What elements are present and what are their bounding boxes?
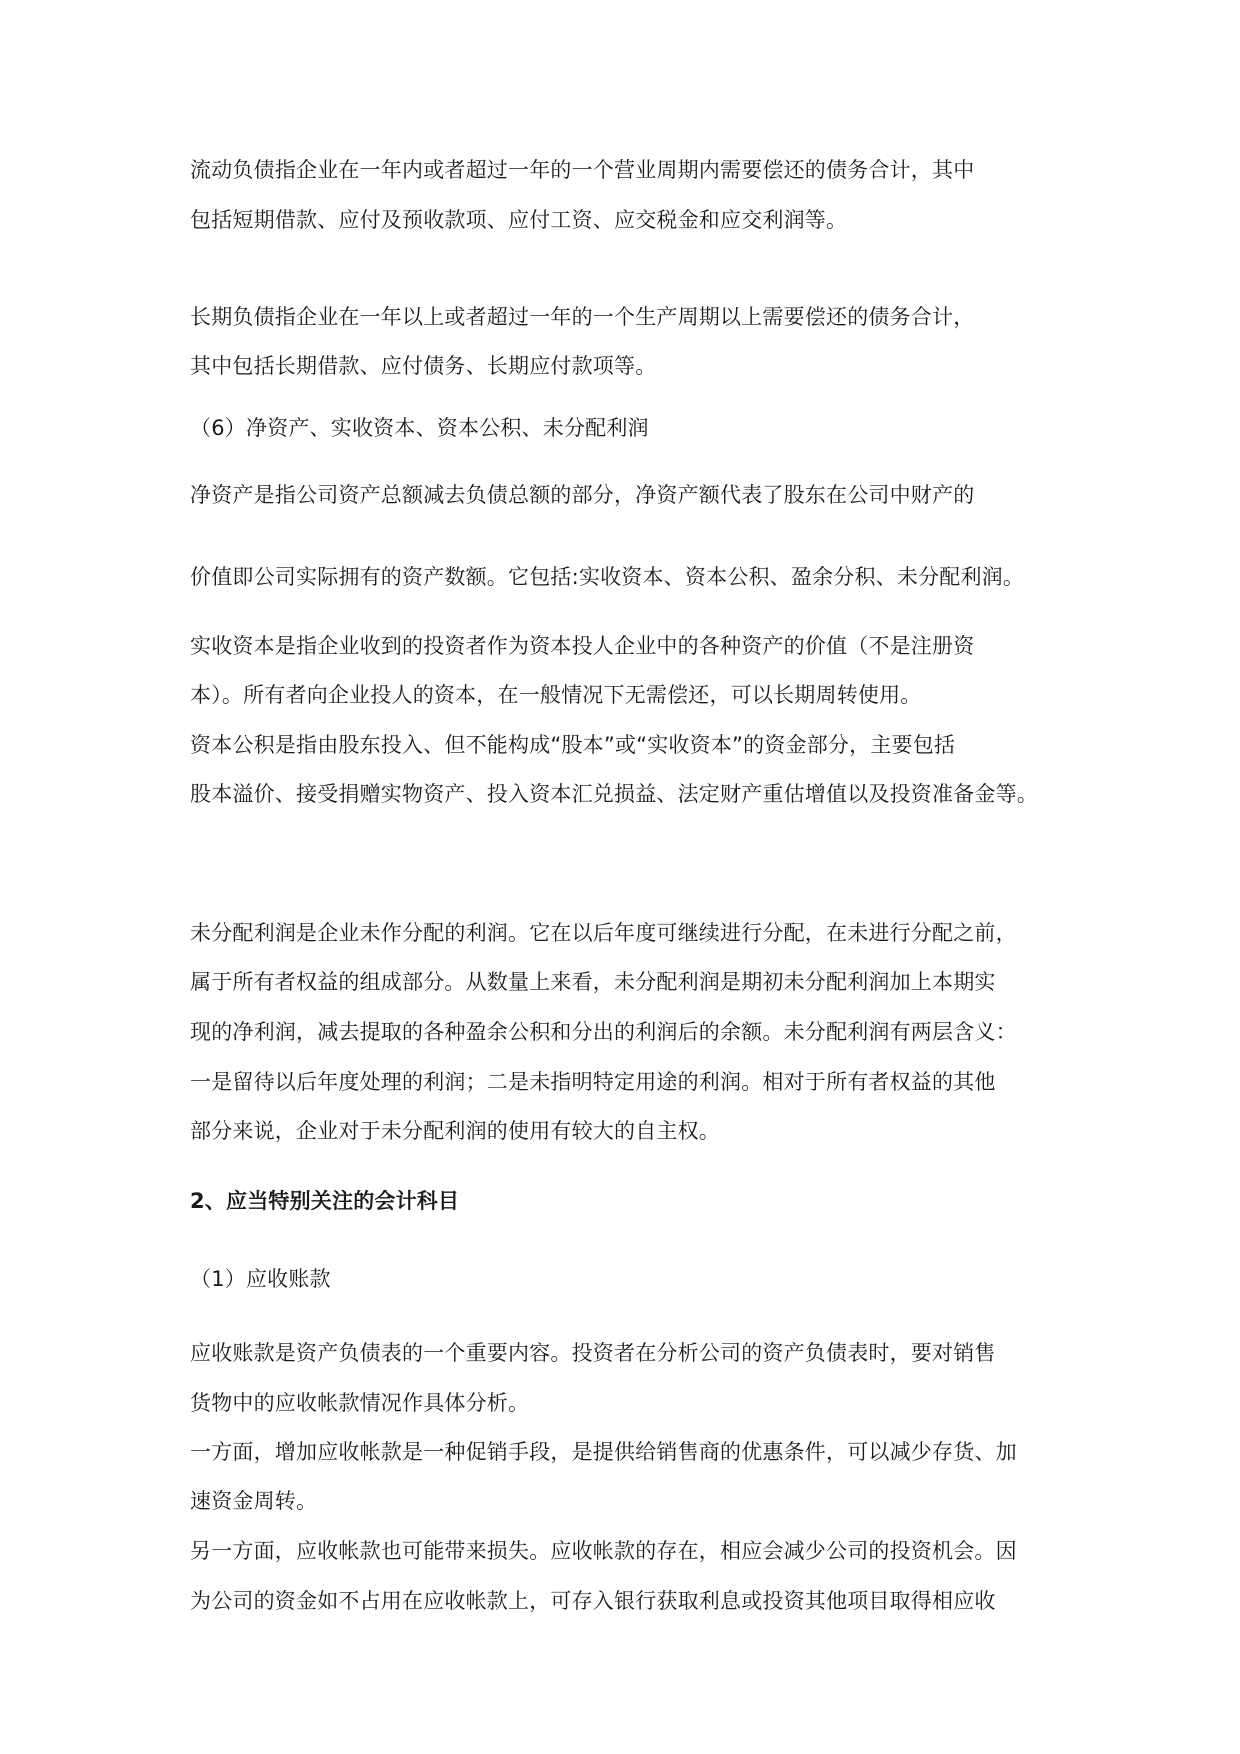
paragraph-line: 股本溢价、接受捐赠实物资产、投入资本汇兑损益、法定财产重估增值以及投资准备金等。 (190, 782, 1038, 806)
paragraph-line: 包括短期借款、应付及预收款项、应付工资、应交税金和应交利润等。 (190, 208, 848, 232)
paragraph-line: 一方面，增加应收帐款是一种促销手段，是提供给销售商的优惠条件，可以减少存货、加 (190, 1440, 1017, 1464)
paragraph-line: 长期负债指企业在一年以上或者超过一年的一个生产周期以上需要偿还的债务合计， (190, 305, 975, 329)
section-subheading: （1）应收账款 (190, 1267, 331, 1291)
paragraph-line: 应收账款是资产负债表的一个重要内容。投资者在分析公司的资产负债表时，要对销售 (190, 1341, 996, 1365)
paragraph-line: 实收资本是指企业收到的投资者作为资本投人企业中的各种资产的价值（不是注册资 (190, 634, 975, 658)
paragraph-line: 未分配利润是企业未作分配的利润。它在以后年度可继续进行分配，在未进行分配之前， (190, 921, 1017, 945)
paragraph-line: 资本公积是指由股东投入、但不能构成“股本”或“实收资本”的资金部分，主要包括 (190, 733, 956, 757)
paragraph-line: 其中包括长期借款、应付债务、长期应付款项等。 (190, 354, 657, 378)
paragraph-line: 属于所有者权益的组成部分。从数量上来看，未分配利润是期初未分配利润加上本期实 (190, 970, 996, 994)
paragraph-line: 部分来说，企业对于未分配利润的使用有较大的自主权。 (190, 1119, 720, 1143)
paragraph-line: 速资金周转。 (190, 1489, 318, 1513)
paragraph-line: 流动负债指企业在一年内或者超过一年的一个营业周期内需要偿还的债务合计，其中 (190, 158, 975, 182)
section-heading: 2、应当特别关注的会计科目 (190, 1189, 460, 1213)
paragraph-line: 净资产是指公司资产总额减去负债总额的部分，净资产额代表了股东在公司中财产的 (190, 483, 975, 507)
paragraph-line: 价值即公司实际拥有的资产数额。它包括:实收资本、资本公积、盈余分积、未分配利润。 (190, 565, 1025, 589)
paragraph-line: 现的净利润，减去提取的各种盈余公积和分出的利润后的余额。未分配利润有两层含义： (190, 1020, 1017, 1044)
paragraph-line: 一是留待以后年度处理的利润；二是未指明特定用途的利润。相对于所有者权益的其他 (190, 1070, 996, 1094)
paragraph-line: 本）。所有者向企业投人的资本，在一般情况下无需偿还，可以长期周转使用。 (190, 683, 922, 707)
paragraph-line: 另一方面，应收帐款也可能带来损失。应收帐款的存在，相应会减少公司的投资机会。因 (190, 1539, 1017, 1563)
paragraph-line: 为公司的资金如不占用在应收帐款上，可存入银行获取利息或投资其他项目取得相应收 (190, 1589, 996, 1613)
paragraph-line: 货物中的应收帐款情况作具体分析。 (190, 1391, 530, 1415)
section-subheading: （6）净资产、实收资本、资本公积、未分配利润 (190, 416, 649, 440)
